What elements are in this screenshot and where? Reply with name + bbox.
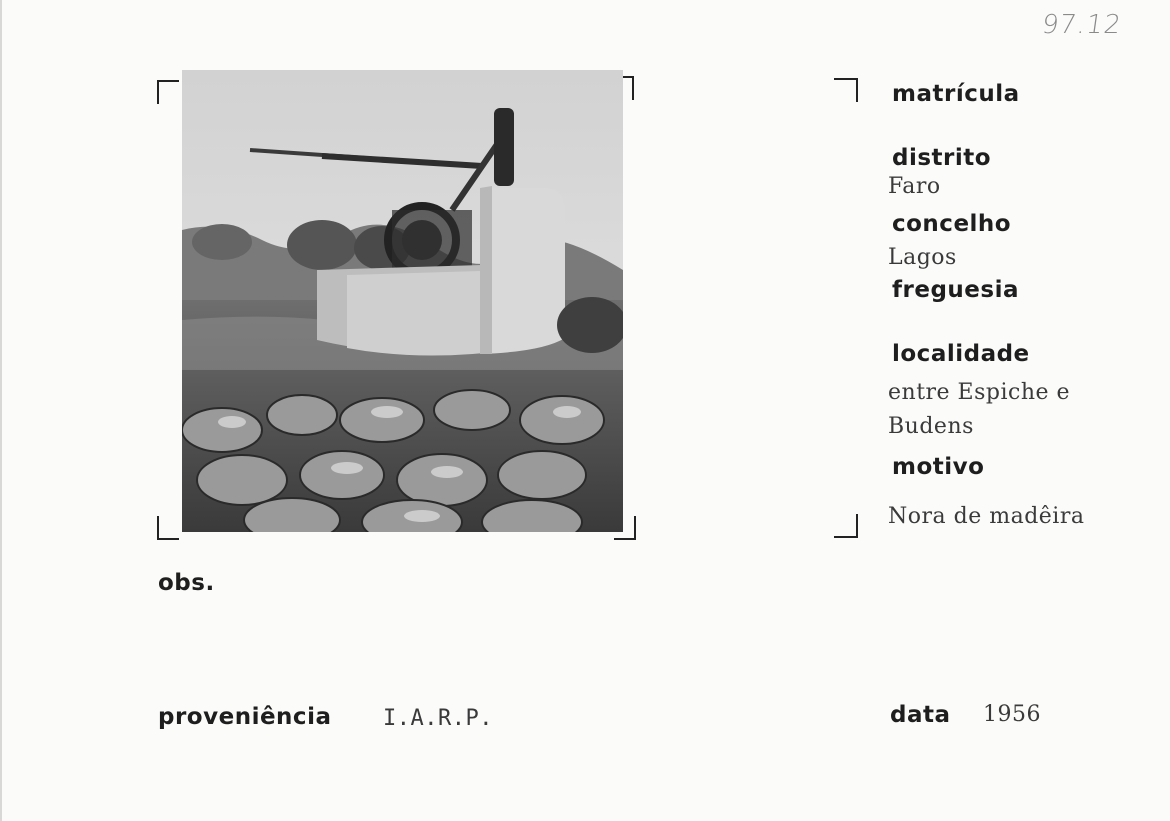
catalog-number: 97.12: [1039, 10, 1124, 40]
photo-illustration: [182, 70, 623, 532]
data-value: 1956: [983, 702, 1041, 727]
freguesia-label: freguesia: [892, 277, 1019, 303]
motivo-label: motivo: [892, 454, 985, 480]
photo-corner-bottom-left: [157, 516, 179, 540]
localidade-label: localidade: [892, 341, 1030, 367]
proveniencia-label: proveniência: [158, 704, 332, 730]
proveniencia-value: I.A.R.P.: [383, 706, 493, 731]
data-label: data: [890, 702, 951, 728]
localidade-value-line2: Budens: [888, 414, 974, 439]
concelho-value: Lagos: [888, 245, 957, 270]
distrito-value: Faro: [888, 174, 941, 199]
matricula-label: matrícula: [892, 81, 1020, 107]
motivo-value: Nora de madêira: [888, 504, 1085, 529]
localidade-value-line1: entre Espiche e: [888, 380, 1071, 405]
photo-corner-top-left: [157, 80, 179, 104]
fields-corner-top: [834, 78, 858, 102]
obs-label: obs.: [158, 570, 215, 596]
water-wheel-photo: [182, 70, 623, 532]
fields-corner-bottom: [834, 514, 858, 538]
distrito-label: distrito: [892, 145, 992, 171]
concelho-label: concelho: [892, 211, 1012, 237]
